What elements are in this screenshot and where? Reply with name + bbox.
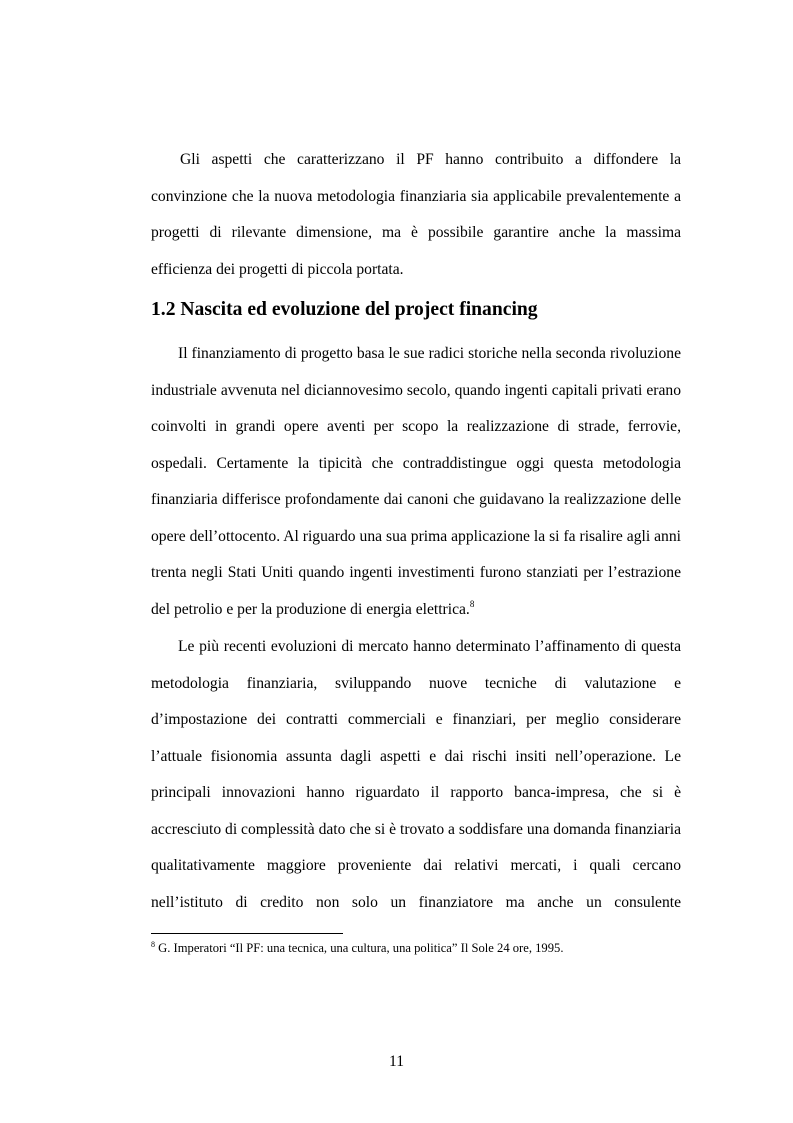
footnote-marker: 8: [151, 940, 155, 949]
paragraph-3-text: Le più recenti evoluzioni di mercato hanno determinato l’affinamento di questa metodologia finanziaria, sviluppando nuove tecniche di valutazione e d’impostazione dei contratti commerciali e finanziari, per meglio considerare l’attuale fisionomia assunta dagli aspetti e dai rischi insiti nell’operazione. Le principali innovazioni hanno riguardato il rapporto banca-impresa, che si è accresciuto di complessità dato che si è trovato a soddisfare una domanda finanziaria qualitativamente maggiore proveniente dai relativi mercati, i quali cercano nell’istituto di credito non solo un finanziatore ma anche un consulente: [151, 638, 681, 911]
section-heading: 1.2 Nascita ed evoluzione del project financing: [151, 299, 538, 320]
footnote: [151, 939, 563, 957]
paragraph-2-text: Il finanziamento di progetto basa le sue radici storiche nella seconda rivoluzione industriale avvenuta nel diciannovesimo secolo, quando ingenti capitali privati erano coinvolti in grandi opere aventi per scopo la realizzazione di strade, ferrovie, ospedali. Certamente la tipicità che contraddistingue oggi questa metodologia finanziaria differisce profondamente dai canoni che guidavano la realizzazione delle opere dell’ottocento. Al riguardo una sua prima applicazione la si fa risalire agli anni trenta negli Stati Uniti quando ingenti investimenti furono stanziati per l’estrazione del petrolio e per la produzione di energia elettrica.: [151, 345, 681, 618]
footnote-separator: [151, 933, 343, 934]
footnote-text: G. Imperatori “Il PF: una tecnica, una cultura, una politica” Il Sole 24 ore, 1995.: [155, 941, 564, 955]
footnote-reference[interactable]: 8: [469, 598, 475, 609]
paragraph-1: [151, 142, 681, 288]
paragraph-2: [151, 336, 681, 628]
paragraph-3: [151, 629, 681, 921]
page-number: 11: [388, 1053, 404, 1070]
paragraph-1-text: Gli aspetti che caratterizzano il PF hanno contribuito a diffondere la convinzione che la nuova metodologia finanziaria sia applicabile prevalentemente a progetti di rilevante dimensione, ma è possibile garantire anche la massima efficienza dei progetti di piccola portata.: [151, 151, 681, 278]
